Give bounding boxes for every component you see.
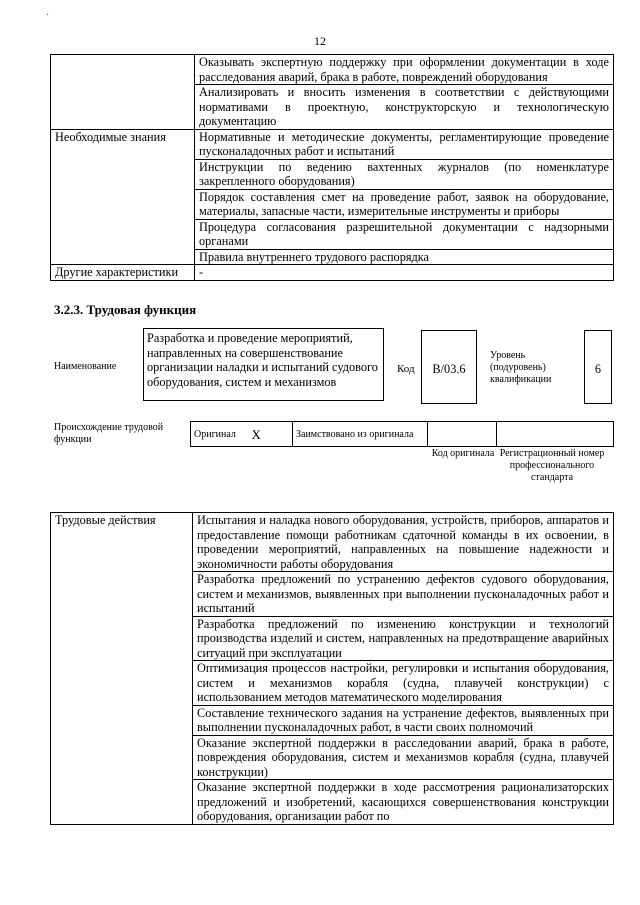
level-label: Уровень (подуровень) квалификации — [490, 350, 552, 385]
table-row — [191, 422, 614, 447]
action-item: Оказание экспертной поддержки в ходе рассмотрения рационализаторских предложений и изобретений, касающихся совершенствования конструкции оборудования, организации работ по — [193, 780, 614, 825]
skill-item: Анализировать и вносить изменения в соответствии с действующими нормативами в проектную, конструкторскую и технологическую документацию — [195, 85, 614, 130]
other-characteristics-value: - — [195, 265, 614, 281]
origin-label: Происхождение трудовой функции — [54, 422, 164, 445]
action-item: Разработка предложений по изменению конструкции и технологий производства изделий и систем, направленных на предотвращение аварийных ситуаций при эксплуатации — [193, 616, 614, 661]
knowledge-label: Необходимые знания — [51, 129, 195, 265]
action-item: Оптимизация процессов настройки, регулировки и испытания оборудования, систем и механизмов корабля (судна, плавучей конструкции) с использованием методов математического моделирования — [193, 661, 614, 706]
name-label: Наименование — [54, 361, 117, 372]
action-item: Разработка предложений по устранению дефектов судового оборудования, систем и механизмов, выявленных при выполнении пусконаладочных работ и испытаний — [193, 572, 614, 617]
empty-label-cell — [51, 55, 195, 130]
origin-code-caption: Код оригинала — [431, 448, 495, 459]
knowledge-item: Инструкции по ведению вахтенных журналов (по номенклатуре закрепленного оборудования) — [195, 159, 614, 189]
knowledge-table — [50, 54, 614, 281]
knowledge-item: Порядок составления смет на проведение работ, заявок на оборудование, материалы, запасные части, измерительные инструменты и приборы — [195, 189, 614, 219]
actions-label: Трудовые действия — [51, 513, 193, 825]
knowledge-item: Правила внутреннего трудового распорядка — [195, 249, 614, 265]
original-label: Оригинал — [191, 422, 249, 447]
borrowed-label: Заимствовано из оригинала — [293, 422, 428, 447]
knowledge-item: Процедура согласования разрешительной документации с надзорными органами — [195, 219, 614, 249]
scan-mark: · — [46, 10, 50, 21]
action-item: Оказание экспертной поддержки в расследовании аварий, брака в работе, повреждения оборудования, систем и механизмов корабля (судна, плавучей конструкции) — [193, 735, 614, 780]
section-heading: 3.2.3. Трудовая функция — [54, 302, 197, 317]
knowledge-item: Нормативные и методические документы, регламентирующие проведение пусконаладочных работ и испытаний — [195, 129, 614, 159]
original-mark: X — [249, 422, 293, 447]
function-name: Разработка и проведение мероприятий, направленных на совершенствование организации наладки и испытаний судового оборудования, систем и механизмов — [143, 328, 384, 401]
origin-code-cell — [428, 422, 497, 447]
table-row — [51, 129, 614, 159]
other-characteristics-label: Другие характеристики — [51, 265, 195, 281]
code-label: Код — [397, 363, 415, 375]
skill-item: Оказывать экспертную поддержку при оформлении документации в ходе расследования аварий, брака в работе, повреждений оборудования — [195, 55, 614, 85]
page-number: 12 — [314, 34, 326, 48]
table-row — [51, 55, 614, 85]
table-row — [51, 265, 614, 281]
code-value: B/03.6 — [421, 330, 477, 404]
reg-number-caption: Регистрационный номер профессионального стандарта — [499, 448, 605, 483]
action-item: Составление технического задания на устранение дефектов, выявленных при выполнении пусконаладочных работ, в части своих полномочий — [193, 705, 614, 735]
level-value: 6 — [584, 330, 612, 404]
table-row — [51, 513, 614, 572]
actions-table — [50, 512, 614, 825]
origin-table — [190, 421, 614, 447]
action-item: Испытания и наладка нового оборудования, устройств, приборов, аппаратов и предоставление помощи работникам сдаточной команды в их освоении, в проведении мероприятий, направленных на повышение надежности и экономичности работы оборудования — [193, 513, 614, 572]
reg-number-cell — [497, 422, 614, 447]
